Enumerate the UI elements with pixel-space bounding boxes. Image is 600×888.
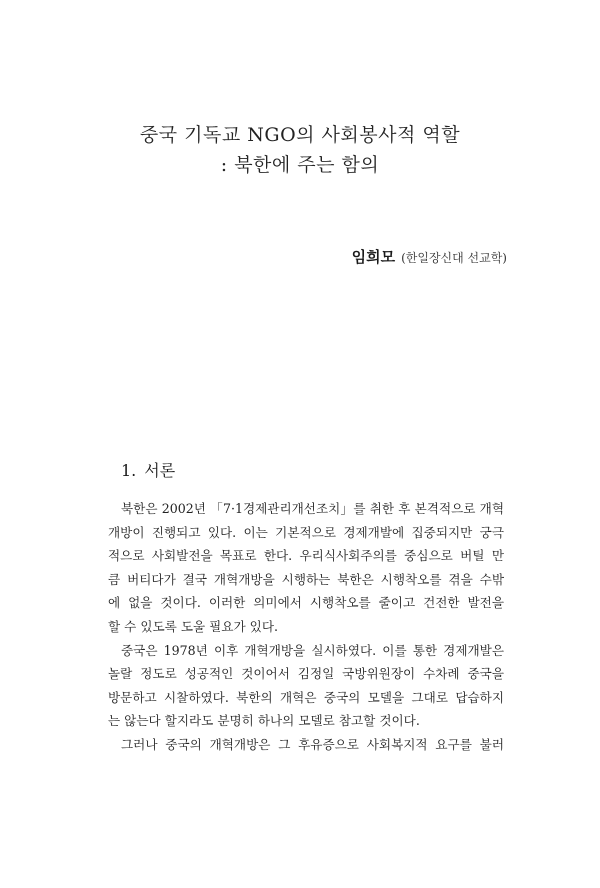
body-line: 에 없을 것이다. 이러한 의미에서 시행착오를 줄이고 건전한 발전을 [108, 595, 504, 611]
author-name: 임희모 [351, 248, 396, 266]
body-line: 북한은 2002년 「7·1경제관리개선조치」를 취한 후 본격적으로 개혁 [121, 501, 504, 516]
document-title: 중국 기독교 NGO의 사회봉사적 역할 [139, 124, 461, 146]
body-line: 는 않는다 할지라도 분명히 하나의 모델로 참고할 것이다. [108, 713, 420, 729]
section-heading [121, 458, 175, 481]
body-line: 놀랄 정도로 성공적인 것이어서 김정일 국방위원장이 수차례 중국을 [108, 666, 504, 682]
body-line: 할 수 있도록 도울 필요가 있다. [108, 618, 279, 634]
body-line: 개방이 진행되고 있다. 이는 기본적으로 경제개발에 집중되지만 궁극 [108, 524, 504, 540]
author-affiliation: (한일장신대 선교학) [401, 251, 507, 265]
document-subtitle: : 북한에 주는 함의 [220, 154, 380, 176]
section-title: 서론 [144, 461, 176, 480]
body-line: 그러나 중국의 개혁개방은 그 후유증으로 사회복지적 요구를 불러 [121, 736, 504, 752]
section-number: 1. [121, 461, 137, 480]
body-line: 적으로 사회발전을 목표로 한다. 우리식사회주의를 중심으로 버틸 만 [108, 548, 504, 564]
author-line [352, 246, 507, 267]
body-paragraphs [108, 497, 504, 757]
body-line: 방문하고 시찰하였다. 북한의 개혁은 중국의 모델을 그대로 답습하지 [108, 689, 504, 705]
body-line: 큼 버티다가 결국 개혁개방을 시행하는 북한은 시행착오를 겪을 수밖 [108, 571, 504, 587]
body-line: 중국은 1978년 이후 개혁개방을 실시하였다. 이를 통한 경제개발은 [121, 642, 504, 658]
